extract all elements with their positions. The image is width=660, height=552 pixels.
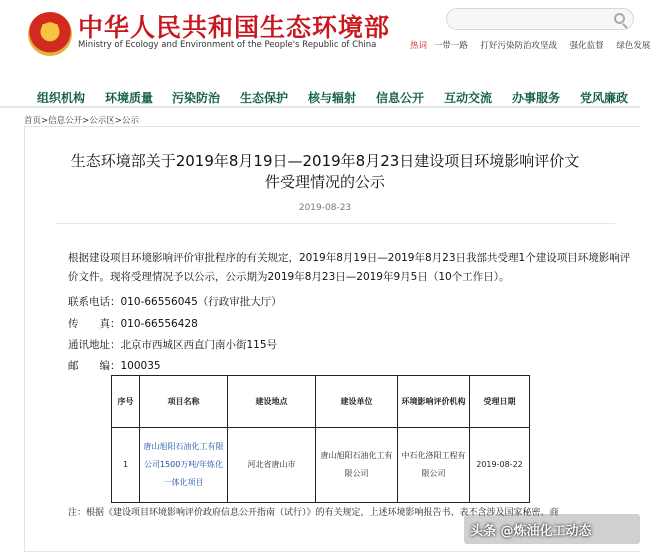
contact-fax: 传 真：010-66556428: [68, 318, 198, 330]
hot-word-link[interactable]: 强化监督: [569, 41, 604, 51]
footnote: 注：根据《建设项目环境影响评价政府信息公开指南（试行）》的有关规定，上述环境影响报告书、表不含涉及国家秘密、商: [68, 508, 559, 518]
national-emblem-icon: [28, 12, 72, 56]
contact-postcode: 邮 编：100035: [68, 360, 161, 372]
projects-table: [111, 375, 530, 503]
table-header: 受理日期: [470, 376, 530, 428]
hot-word-link[interactable]: 绿色发展: [616, 41, 651, 51]
nav-item-ecology-protection[interactable]: 生态保护: [240, 91, 289, 105]
article-title: 生态环境部关于2019年8月19日—2019年8月23日建设项目环境影响评价文件受理情况的公示: [70, 152, 580, 191]
site-title[interactable]: 中华人民共和国生态环境部: [78, 13, 391, 42]
nav-item-organization[interactable]: 组织机构: [37, 91, 86, 105]
nav-item-integrity[interactable]: 党风廉政: [580, 91, 629, 105]
contact-address: 通讯地址：北京市西城区西直门南小街115号: [68, 339, 278, 351]
hot-word-link[interactable]: 一带一路: [433, 41, 468, 51]
table-header: 项目名称: [140, 376, 228, 428]
nav-item-services[interactable]: 办事服务: [512, 91, 561, 105]
article-paragraph: 根据建设项目环境影响评价审批程序的有关规定，2019年8月19日—2019年8月23日我部共受理1个建设项目环境影响评价文件。现将受理情况予以公示，公示期为2019年8月23日—2019年9月5日（10个工作日）。: [68, 252, 631, 283]
project-name-link[interactable]: 唐山旭阳石油化工有限公司1500万吨/年炼化一体化项目: [140, 428, 228, 503]
divider: [55, 223, 615, 224]
nav-item-nuclear-radiation[interactable]: 核与辐射: [308, 91, 357, 105]
site-subtitle: Ministry of Ecology and Environment of the People's Republic of China: [78, 40, 377, 50]
hot-words-bar: [410, 39, 660, 51]
search-icon[interactable]: [614, 13, 625, 24]
hot-words-label: 热词: [410, 41, 428, 51]
table-header: 环境影响评价机构: [398, 376, 470, 428]
search-input[interactable]: [446, 8, 634, 30]
table-row: [112, 428, 530, 503]
contact-phone: 联系电话：010-66556045（行政审批大厅）: [68, 296, 282, 308]
table-cell: 1: [112, 428, 140, 503]
site-header: [0, 0, 651, 78]
table-header-row: [112, 376, 530, 428]
table-cell: 唐山旭阳石油化工有限公司: [316, 428, 398, 503]
table-cell: 中石化洛阳工程有限公司: [398, 428, 470, 503]
breadcrumb[interactable]: 首页>信息公开>公示区>公示: [24, 116, 139, 126]
table-cell: 2019-08-22: [470, 428, 530, 503]
watermark: 头条 @炼油化工动态: [470, 524, 592, 539]
hot-word-link[interactable]: 打好污染防治攻坚战: [480, 41, 557, 51]
table-header: 序号: [112, 376, 140, 428]
table-header: 建设单位: [316, 376, 398, 428]
nav-item-info-disclosure[interactable]: 信息公开: [376, 91, 425, 105]
table-header: 建设地点: [228, 376, 316, 428]
main-nav: [0, 86, 640, 108]
article-date: 2019-08-23: [298, 203, 352, 213]
table-cell: 河北省唐山市: [228, 428, 316, 503]
nav-item-pollution-control[interactable]: 污染防治: [172, 91, 221, 105]
nav-item-environment-quality[interactable]: 环境质量: [105, 91, 154, 105]
nav-item-interaction[interactable]: 互动交流: [444, 91, 493, 105]
